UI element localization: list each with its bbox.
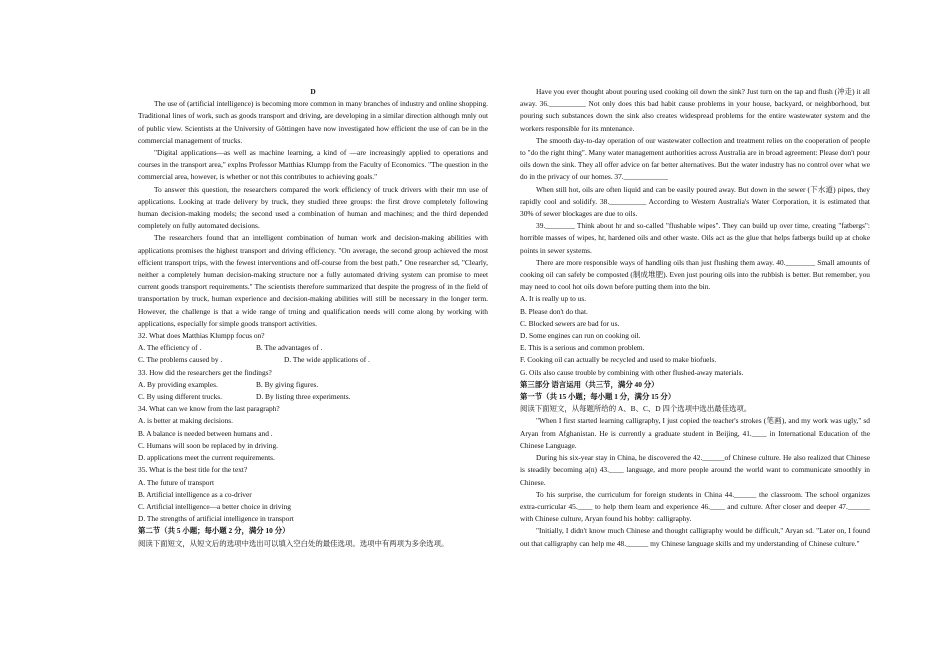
question-33-options-ab — [138, 379, 488, 391]
option-a: A. The future of transport — [138, 477, 215, 487]
cloze-paragraph: During his six-year stay in China, he discovered the 42.______of Chinese culture. He also realized that Chinese is steadily becoming a(n) 43.____ language, and more people around the world want to communicate smoothly in Chinese. — [520, 453, 870, 487]
question-32: 32. What does Matthias Klumpp focus on? — [138, 331, 265, 341]
section1-heading: 第一节（共 15 小题；每小题 1 分，满分 15 分） — [520, 392, 676, 402]
question-33-options-cd — [138, 391, 488, 403]
passage-paragraph: "Digital applications—as well as machine learning, a kind of —are increasingly applied to operations and courses in the transport area," explns Professor Matthias Klumpp from the Faculty of Economics. "The question in the commercial area, however, is whether or not this contributes to achieving goals." — [138, 148, 488, 182]
section2-heading: 第二节（共 5 小题；每小题 2 分，满分 10 分） — [138, 526, 290, 536]
question-32-options-ab — [138, 342, 488, 354]
option-g: G. Oils also cause trouble by combining with other flushed-away materials. — [520, 367, 744, 377]
passage-paragraph: 39.________ Think about hr and so-called "flushable wipes". They can build up over time, creating "fatbergs": horrible masses of wipes, hr, hardened oils and other waste. Oils act as the glue that helps fatbergs build up at choke points in sewer systems. — [520, 221, 870, 255]
section-title: D — [310, 87, 316, 96]
option-c: C. Humans will soon be replaced by in driving. — [138, 440, 278, 450]
option-d: D. By listing three experiments. — [256, 392, 351, 402]
passage-paragraph: Have you ever thought about pouring used cooking oil down the sink? Just turn on the tap and flush (冲走) it all away. 36.__________ Not only does this bad habit cause problems in your house, backyard, or neighborhood, but pouring such substances down the sink also creates widespread problems for the entire wastewater system and the workers responsible for its mntenance. — [520, 87, 870, 133]
option-a: A. The efficiency of . — [138, 343, 202, 353]
option-c: C. Blocked sewers are bad for us. — [520, 318, 620, 328]
option-a: A. By providing examples. — [138, 379, 218, 389]
option-b: B. A balance is needed between humans and . — [138, 428, 273, 438]
option-d: D. The strengths of artificial intelligence in transport — [138, 514, 294, 524]
option-e: E. This is a serious and common problem. — [520, 343, 645, 353]
option-f: F. Cooking oil can actually be recycled and used to make biofuels. — [520, 355, 717, 365]
right-column — [520, 86, 870, 550]
passage-paragraph: To answer this question, the researchers compared the work efficiency of truck drivers with their mn use of applications. Looking at trade delivery by truck, they studied three groups: the first drove completely following human decision-making models; the second used a combination of human and machines; and the third depended completely on fully automated decisions. — [138, 184, 488, 231]
option-b: B. The advantages of . — [256, 343, 323, 353]
question-35: 35. What is the best title for the text? — [138, 465, 248, 475]
section2-instructions: 阅读下面短文，从短文后的选项中选出可以填入空白处的最佳选项。选项中有两项为多余选项。 — [138, 538, 449, 548]
passage-paragraph: There are more responsible ways of handling oils than just flushing them away. 40.________ Small amounts of cooking oil can safely be composted (制成堆肥). Even just pouring oils into the rubbish is better. But remember, you may need to cool hot oils down before putting them into the bin. — [520, 257, 870, 292]
cloze-paragraph: To his surprise, the curriculum for foreign students in China 44.______ the classroom. The school organizes extra-curricular 45.____ to help them learn and experience 46.____ and culture. After closer and deeper 47.______ with Chinese culture, Aryan found his hobby: calligraphy. — [520, 489, 870, 524]
option-d: D. applications meet the current requirements. — [138, 453, 275, 463]
option-d: D. Some engines can run on cooking oil. — [520, 331, 641, 341]
passage-paragraph: The researchers found that an intelligent combination of human work and decision-making abilities with applications promises the highest transport and driving efficiency. "On average, the second group achieved the most efficient transport trips, with the fewest interventions and off-course from the best path." One researcher sd, "Clearly, neither a completely human decision-making structure nor a fully automated driving system can promise to meet current goods transport requirements." The scientists therefore summarized that despite the progress of in the field of transportation by truck, human experience and decision-making abilities will still be necessary in the longer term. However, the challenge is that a wide range of trning and qualification needs will come along by working with applications, especially for simple goods transport activities. — [138, 233, 488, 328]
option-b: B. By giving figures. — [256, 379, 319, 389]
question-34: 34. What can we know from the last paragraph? — [138, 404, 280, 414]
option-d: D. The wide applications of . — [284, 355, 370, 365]
part3-heading: 第三部分 语言运用（共三节，满分 40 分） — [520, 379, 659, 389]
passage-paragraph: When still hot, oils are often liquid and can be easily poured away. But down in the sewer (下水道) pipes, they rapidly cool and solidify. 38.__________ According to Western Australia's Water Corporation, it is estimated that 30% of sewer blockages are due to oils. — [520, 184, 870, 219]
left-column — [138, 86, 488, 550]
option-b: B. Please don't do that. — [520, 306, 588, 316]
option-a: A. It is really up to us. — [520, 294, 587, 304]
option-c: C. The problems caused by . — [138, 355, 223, 365]
cloze-paragraph: "When I first started learning calligraphy, I just copied the teacher's strokes (笔画), and my work was ugly," sd Aryan from Afghanistan. He is currently a graduate student in Beijing, 41.____ in International Education of the Chinese Language. — [520, 416, 870, 450]
passage-paragraph: The use of (artificial intelligence) is becoming more common in many branches of industry and online shopping. Traditional lines of work, such as goods transport and driving, are developing in a similar direction although mnly out of public view. Scientists at the University of Göttingen have now investigated how efficient the use of can be in the commercial management of trucks. — [138, 99, 488, 145]
question-33: 33. How did the researchers get the findings? — [138, 367, 272, 377]
option-c: C. By using different trucks. — [138, 392, 223, 402]
option-c: C. Artificial intelligence—a better choice in driving — [138, 501, 291, 511]
section1-instructions: 阅读下面短文，从每题所给的 A、B、C、D 四个选项中选出最佳选项。 — [520, 404, 752, 414]
question-32-options-cd — [138, 354, 488, 366]
option-b: B. Artificial intelligence as a co-driver — [138, 489, 252, 499]
cloze-paragraph: "Initially, I didn't know much Chinese and thought calligraphy would be difficult," Aryan sd. "Later on, I found out that calligraphy can help me 48.______ my Chinese language skills and my understanding of Chinese culture." — [520, 526, 870, 548]
passage-paragraph: The smooth day-to-day operation of our wastewater collection and treatment relies on the cooperation of people to "do the right thing". Many water management authorities across Australia are in broad agreement: Please don't pour oils down the sink. They all offer advice on far better alternatives. But the water industry has no control over what we do in the privacy of our homes. 37.____________ — [520, 135, 870, 182]
option-a: A. is better at making decisions. — [138, 416, 234, 426]
